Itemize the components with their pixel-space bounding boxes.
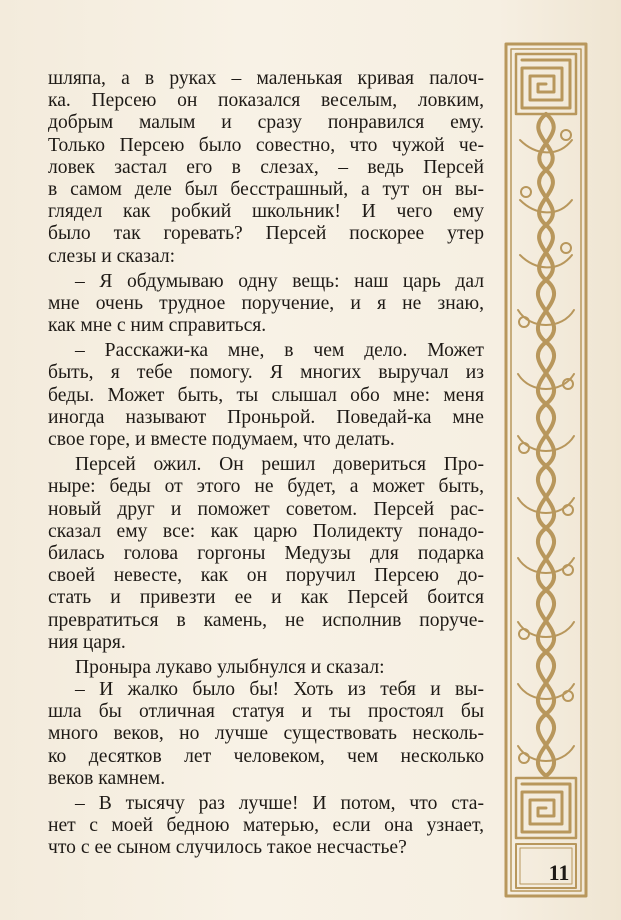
text-line: – Расскажи-ка мне, в чем дело. Может — [75, 340, 484, 362]
text-line: свое горе, и вместе подумаем, что делать. — [48, 429, 395, 450]
text-line: Персей ожил. Он решил довериться Про- — [75, 454, 484, 476]
text-line: стать и привезти ее и как Персей боится — [48, 587, 484, 609]
text-line: слезы и сказал: — [48, 245, 176, 267]
text-line: глядел как робкий школьник! И чего ему — [48, 201, 484, 223]
paragraph — [48, 271, 484, 338]
text-line: ка. Персею он показался веселым, ловким, — [48, 90, 484, 112]
text-line: – И жалко было бы! Хоть из тебя и вы- — [75, 679, 484, 701]
text-line: Только Персею было совестно, что чужой че- — [48, 134, 484, 156]
text-line: нет с моей бедною матерью, если она узнает, — [48, 815, 484, 837]
text-line: – Я обдумываю одну вещь: наш царь дал — [75, 270, 484, 292]
paragraph — [48, 657, 484, 679]
text-line: своей невесте, как он поручил Персею до- — [48, 565, 484, 587]
page-text — [48, 68, 484, 860]
celtic-serpent-border-ornament — [500, 40, 592, 902]
paragraph — [48, 454, 484, 654]
text-line: сказал ему все: как царю Полидекту понадо- — [48, 520, 484, 542]
text-line: как мне с ним справиться. — [48, 315, 267, 337]
text-line: ныре: беды от этого не будет, а может быть, — [48, 476, 484, 498]
text-line: быть, я тебе помогу. Я многих выручал из — [48, 362, 484, 384]
text-line: веков камнем. — [48, 767, 166, 789]
paragraph — [48, 340, 484, 451]
text-line: много веков, но лучше существовать несколь- — [48, 723, 484, 745]
text-line: превратиться в камень, не исполнив поруче- — [48, 609, 484, 631]
text-line: добрым малым и сразу понравился ему. — [48, 112, 484, 134]
text-line: ния царя. — [48, 631, 126, 653]
text-line: ловек застал его в слезах, – ведь Персей — [48, 156, 484, 178]
text-line: беды. Может быть, ты слышал обо мне: меня — [48, 384, 484, 406]
text-line: что с ее сыном случилось такое несчастье? — [48, 837, 407, 859]
text-line: новый друг и поможет советом. Персей рас- — [48, 498, 484, 520]
text-line: Проныра лукаво улыбнулся и сказал: — [75, 656, 385, 678]
text-line: было так горевать? Персей поскорее утер — [48, 223, 484, 245]
text-line: билась голова горгоны Медузы для подарка — [48, 542, 484, 564]
paragraph — [48, 793, 484, 860]
text-line: шляпа, а в руках – маленькая кривая палоч- — [48, 68, 484, 89]
text-line: иногда называют Проньрой. Поведай-ка мне — [48, 406, 484, 428]
text-line: – В тысячу раз лучше! И потом, что ста- — [75, 793, 484, 814]
page-number: 11 — [548, 860, 570, 885]
paragraph — [48, 679, 484, 790]
text-line: мне очень трудное поручение, и я не знаю, — [48, 292, 484, 314]
text-line: ко десятков лет человеком, чем несколько — [48, 745, 484, 767]
text-line: в самом деле был бесстрашный, а тут он вы- — [48, 178, 484, 200]
text-line: шла бы отличная статуя и ты простоял бы — [48, 701, 484, 723]
paragraph — [48, 68, 484, 268]
